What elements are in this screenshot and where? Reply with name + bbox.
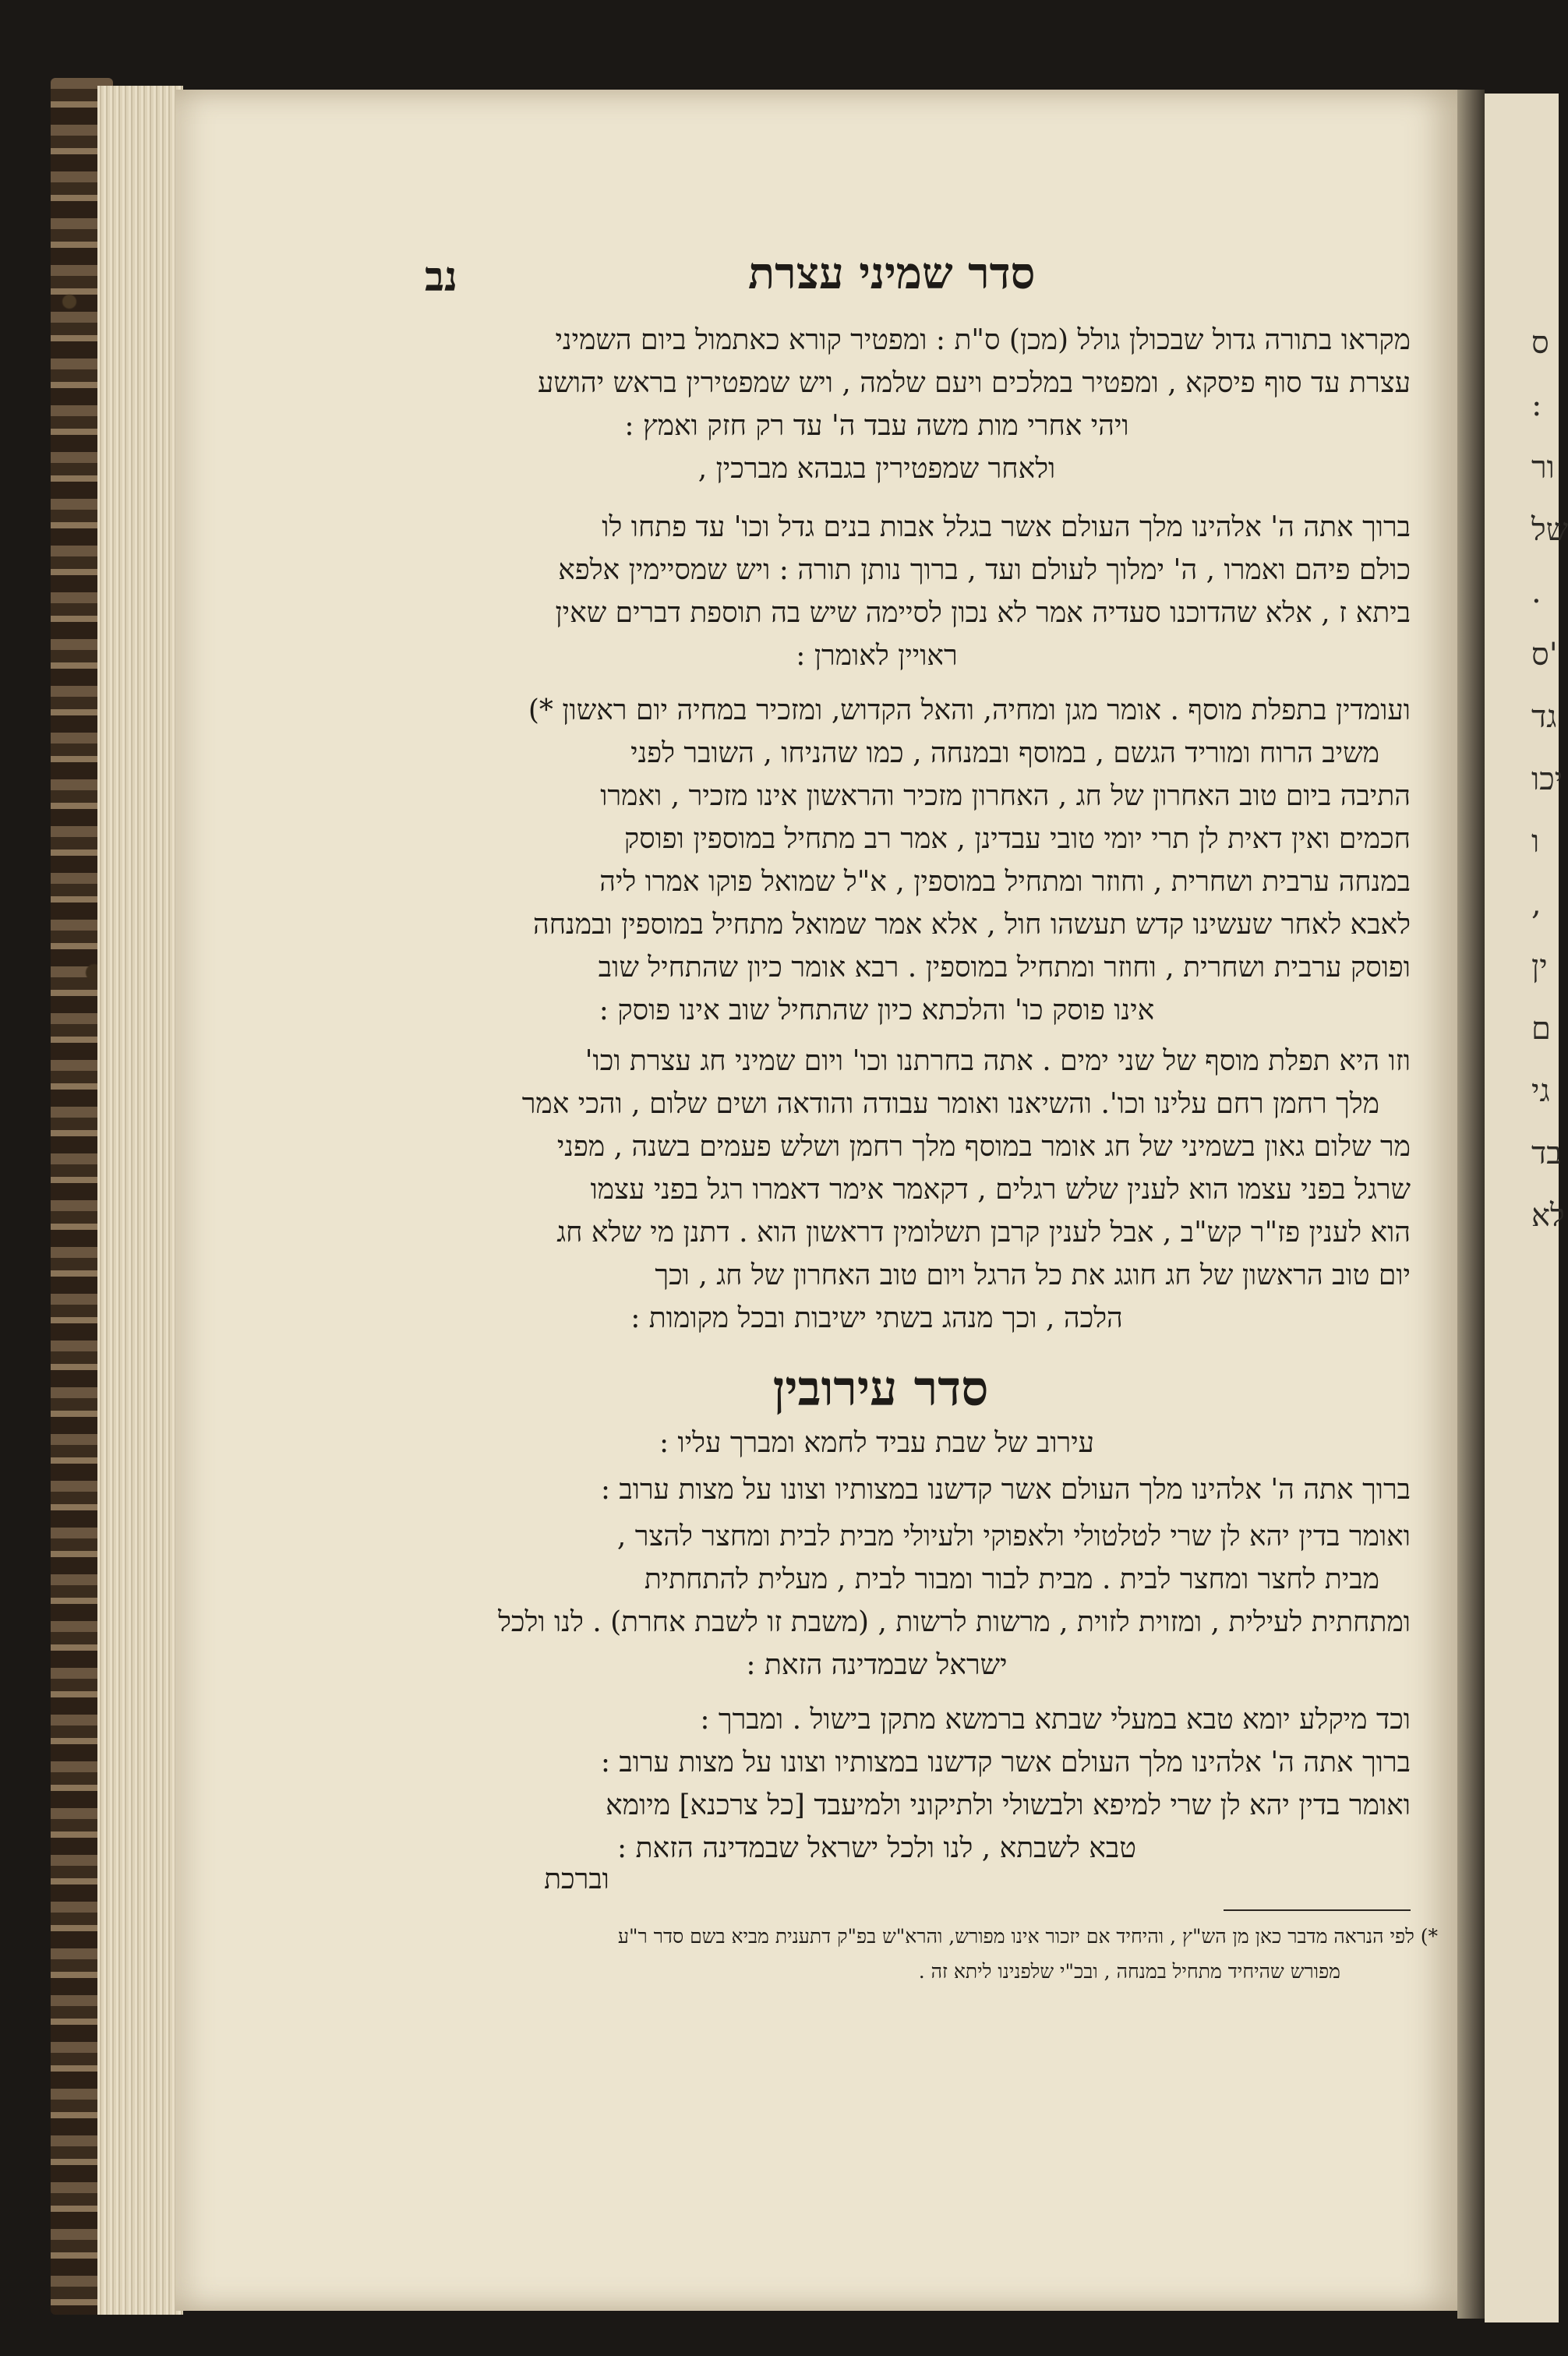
facing-page-text bbox=[1531, 312, 1568, 1247]
text-line: עירוב של שבת עביד לחמא ומברך עליו : bbox=[659, 1427, 1095, 1459]
footnote-line: מפורש שהיחיד מתחיל במנחה , ובכ"י שלפנינו ליתא זה . bbox=[918, 1960, 1340, 1983]
text-line: ראויין לאומרן : bbox=[796, 640, 958, 672]
text-line: ברוך אתה ה' אלהינו מלך העולם אשר קדשנו במצותיו וצונו על מצות ערוב : bbox=[600, 1747, 1411, 1778]
text-line: התיבה ביום טוב האחרון של חג , האחרון מזכיר והראשון אינו מזכיר , ואמרו bbox=[600, 780, 1411, 812]
text-line: מבית לחצר ומחצר לבית . מבית לבור ומבור לבית , מעלית להתחתית bbox=[644, 1563, 1379, 1595]
text-line: ברוך אתה ה' אלהינו מלך העולם אשר קדשנו במצותיו וצונו על מצות ערוב : bbox=[600, 1474, 1411, 1506]
text-line: ופוסק ערבית ושחרית , וחוזר ומתחיל במוספין . רבא אומר כיון שהתחיל שוב bbox=[598, 952, 1411, 984]
text-line: כולם פיהם ואמרו , ה' ימלוך לעולם ועד , ברוך נותן תורה : ויש שמסיימין אלפא bbox=[558, 554, 1411, 586]
text-line: וברכת bbox=[544, 1863, 609, 1895]
text-line: ומתחתית לעילית , ומזוית לזוית , מרשות לרשות , (משבת זו לשבת אחרת) . לנו ולכל bbox=[498, 1606, 1411, 1638]
text-line: וזו היא תפלת מוסף של שני ימים . אתה בחרתנו וכו' ויום שמיני חג עצרת וכו' bbox=[584, 1045, 1411, 1077]
text-line: ויהי אחרי מות משה עבד ה' עד רק חזק ואמץ : bbox=[624, 410, 1129, 442]
text-line: ישראל שבמדינה הזאת : bbox=[746, 1649, 1008, 1681]
text-line: ולאחר שמפטירין בגבהא מברכין , bbox=[697, 453, 1056, 485]
facing-glyph: ין bbox=[1531, 948, 1548, 984]
text-line: ברוך אתה ה' אלהינו מלך העולם אשר בגלל אבות בנים גדל וכו' עד פתחו לו bbox=[602, 511, 1411, 543]
facing-glyph: ו , bbox=[1531, 824, 1542, 922]
page-edges bbox=[97, 86, 183, 2315]
text-line: לאבא לאחר שעשינו קדש תעשהו חול , אלא אמר שמואל מתחיל במוספין ובמנחה bbox=[533, 909, 1411, 941]
text-line: במנחה ערבית ושחרית , וחוזר ומתחיל במוספין , א"ל שמואל פוקו אמרו ליה bbox=[599, 866, 1411, 898]
facing-glyph: ור bbox=[1531, 450, 1555, 486]
footnote-line: *) לפי הנראה מדבר כאן מן הש"ץ , והיחיד אם יזכור אינו מפורש, והרא"ש בפ"ק דתענית מביא בשם סדר ר"ע bbox=[617, 1925, 1438, 1948]
facing-glyph: ס' bbox=[1531, 637, 1558, 673]
text-line: ועומדין בתפלת מוסף . אומר מגן ומחיה, והאל הקדוש, ומזכיר במחיה יום ראשון *) bbox=[528, 694, 1411, 726]
book-gutter bbox=[1457, 90, 1485, 2319]
text-line: ואומר בדין יהא לן שרי לטלטולי ולאפוקי ולעיולי מבית לבית ומחצר להצר , bbox=[616, 1521, 1411, 1552]
facing-glyph: גד bbox=[1531, 699, 1557, 735]
facing-glyph: לא bbox=[1531, 1198, 1565, 1234]
facing-glyph: יכו bbox=[1531, 761, 1563, 797]
text-line: טבא לשבתא , לנו ולכל ישראל שבמדינה הזאת : bbox=[617, 1832, 1136, 1864]
text-line: ביתא ז , אלא שהדוכנו סעדיה אמר לא נכון לסיימה שיש בה תוספת דברים שאין bbox=[555, 597, 1411, 629]
text-line: ואומר בדין יהא לן שרי למיפא ולבשולי ולתיקוני ולמיעבד [כל צרכנא] מיומא bbox=[606, 1789, 1411, 1821]
text-line: אינו פוסק כו' והלכתא כיון שהתחיל שוב אינו פוסק : bbox=[599, 994, 1155, 1026]
facing-glyph: ס : bbox=[1531, 325, 1549, 423]
facing-glyph: . bbox=[1531, 574, 1542, 610]
footnote-rule bbox=[1224, 1909, 1411, 1911]
text-line: מר שלום גאון בשמיני של חג אומר במוסף מלך רחמן ושלש פעמים בשנה , מפני bbox=[556, 1131, 1411, 1163]
section-title: סדר עירובין bbox=[772, 1360, 989, 1417]
text-line: וכד מיקלע יומא טבא במעלי שבתא ברמשא מתקן בישול . ומברך : bbox=[700, 1704, 1411, 1736]
text-line: משיב הרוח ומוריד הגשם , במוסף ובמנחה , כמו שהניחו , השובר לפני bbox=[630, 737, 1379, 769]
text-line: חכמים ואין דאית לן תרי יומי טובי עבדינן , אמר רב מתחיל במוספין ופוסק bbox=[623, 823, 1411, 855]
facing-glyph: ם bbox=[1531, 1011, 1551, 1047]
text-line: הלכה , וכך מנהג בשתי ישיבות ובכל מקומות : bbox=[630, 1302, 1123, 1334]
facing-glyph: גי bbox=[1531, 1073, 1550, 1109]
facing-glyph: של bbox=[1531, 512, 1568, 548]
text-line: עצרת עד סוף פיסקא , ומפטיר במלכים ויעם שלמה , ויש שמפטירין בראש יהושע bbox=[537, 367, 1411, 399]
text-line: שרגל בפני עצמו הוא לענין שלש רגלים , דקאמר אימר דאמרו רגל בפני עצמו bbox=[590, 1174, 1411, 1206]
text-line: מקראו בתורה גדול שבכולן גולל (מכן) ס"ת : ומפטיר קורא כאתמול ביום השמיני bbox=[555, 324, 1411, 356]
running-title: סדר שמיני עצרת bbox=[748, 248, 1036, 299]
text-line: יום טוב הראשון של חג חוגג את כל הרגל ויום טוב האחרון של חג , וכך bbox=[655, 1259, 1411, 1291]
page-number: נב bbox=[425, 253, 457, 301]
facing-glyph: בד bbox=[1531, 1136, 1562, 1171]
text-line: מלך רחמן רחם עלינו וכו'. והשיאנו ואומר עבודה והודאה ושים שלום , והכי אמר bbox=[521, 1088, 1379, 1120]
text-line: הוא לענין פז"ר קש"ב , אבל לענין קרבן תשלומין דראשון הוא . דתנן מי שלא חג bbox=[556, 1217, 1411, 1249]
